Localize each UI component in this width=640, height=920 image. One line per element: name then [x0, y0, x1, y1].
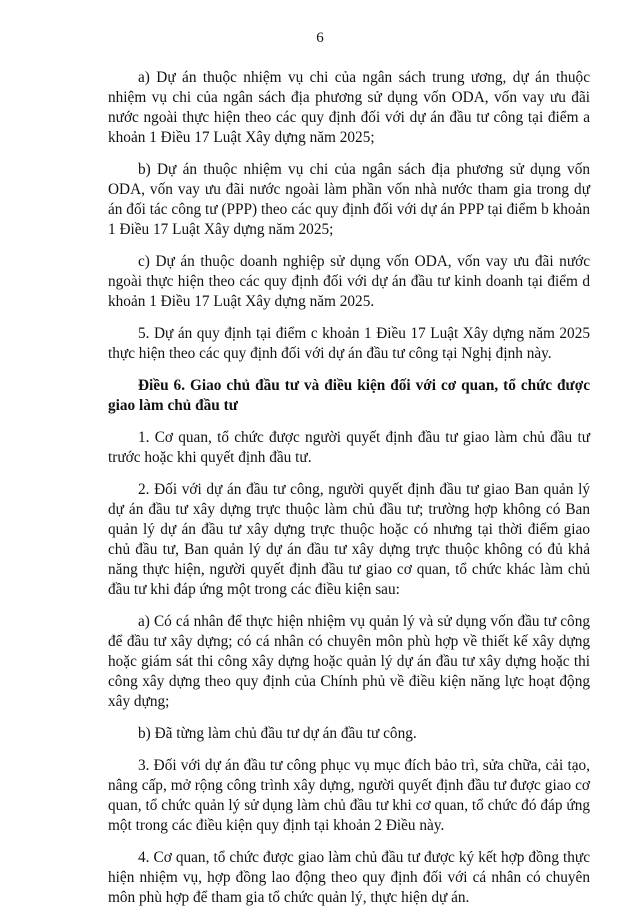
article-6-clause-2: 2. Đối với dự án đầu tư công, người quyết định đầu tư giao Ban quản lý dự án đầu tư xây dựng trực thuộc làm chủ đầu tư; trường hợp không có Ban quản lý dự án đầu tư xây dựng trực thuộc hoặc có nhưng tại thời điểm giao chủ đầu tư, Ban quản lý dự án đầu tư xây dựng trực thuộc không có đủ khả năng thực hiện, người quyết định đầu tư giao cơ quan, tổ chức khác làm chủ đầu tư khi đáp ứng một trong các điều kiện sau:: [108, 481, 590, 598]
paragraph-4b: b) Dự án thuộc nhiệm vụ chi của ngân sách địa phương sử dụng vốn ODA, vốn vay ưu đãi nước ngoài làm phần vốn nhà nước tham gia trong dự án đối tác công tư (PPP) theo các quy định đối với dự án PPP tại điểm b khoản 1 Điều 17 Luật Xây dựng năm 2025;: [108, 161, 590, 238]
article-6-heading: Điều 6. Giao chủ đầu tư và điều kiện đối với cơ quan, tổ chức được giao làm chủ đầu tư: [108, 377, 590, 414]
document-body: [108, 68, 590, 920]
article-6-clause-1: 1. Cơ quan, tổ chức được người quyết định đầu tư giao làm chủ đầu tư trước hoặc khi quyết định đầu tư.: [108, 429, 590, 466]
article-6-clause-2b: b) Đã từng làm chủ đầu tư dự án đầu tư công.: [138, 725, 417, 742]
paragraph-4a: a) Dự án thuộc nhiệm vụ chi của ngân sách trung ương, dự án thuộc nhiệm vụ chi của ngân sách địa phương sử dụng vốn ODA, vốn vay ưu đãi nước ngoài thực hiện theo các quy định đối với dự án đầu tư công tại điểm a khoản 1 Điều 17 Luật Xây dựng năm 2025;: [108, 69, 590, 146]
article-6-clause-4: 4. Cơ quan, tổ chức được giao làm chủ đầu tư được ký kết hợp đồng thực hiện nhiệm vụ, hợp đồng lao động theo quy định đối với cá nhân có chuyên môn phù hợp để tham gia tổ chức quản lý, thực hiện dự án.: [108, 849, 590, 906]
article-6-clause-2a: a) Có cá nhân để thực hiện nhiệm vụ quản lý và sử dụng vốn đầu tư công để đầu tư xây dựng; có cá nhân có chuyên môn phù hợp về thiết kế xây dựng hoặc giám sát thi công xây dựng hoặc quản lý dự án đầu tư xây dựng hoặc thi công xây dựng theo quy định của Chính phủ về điều kiện năng lực hoạt động xây dựng;: [108, 613, 590, 710]
page-number: 6: [316, 30, 324, 46]
paragraph-5: 5. Dự án quy định tại điểm c khoản 1 Điều 17 Luật Xây dựng năm 2025 thực hiện theo các quy định đối với dự án đầu tư công tại Nghị định này.: [108, 325, 590, 362]
paragraph-4c: c) Dự án thuộc doanh nghiệp sử dụng vốn ODA, vốn vay ưu đãi nước ngoài thực hiện theo các quy định đối với dự án đầu tư kinh doanh tại điểm d khoản 1 Điều 17 Luật Xây dựng năm 2025.: [108, 253, 590, 310]
article-6-clause-3: 3. Đối với dự án đầu tư công phục vụ mục đích bảo trì, sửa chữa, cải tạo, nâng cấp, mở rộng công trình xây dựng, người quyết định đầu tư được giao cơ quan, tổ chức quản lý sử dụng làm chủ đầu tư khi cơ quan, tổ chức đó đáp ứng một trong các điều kiện quy định tại khoản 2 Điều này.: [108, 757, 590, 834]
